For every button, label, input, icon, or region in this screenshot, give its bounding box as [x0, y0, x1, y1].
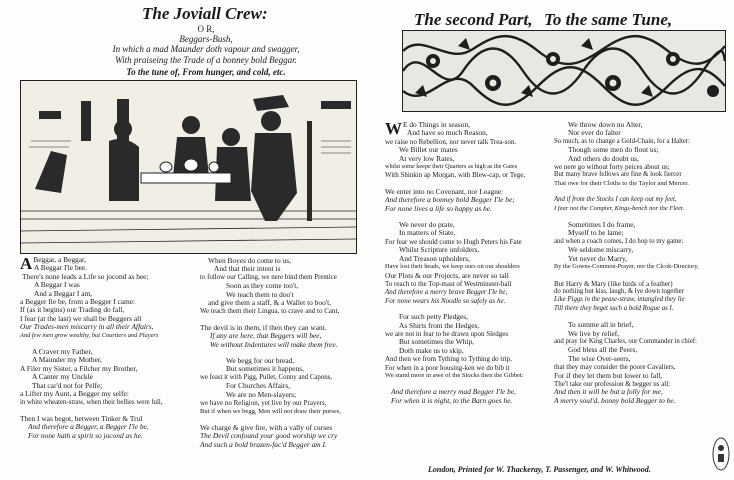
verse-line: Have lost their heads, we keep ours on our shoulders: [385, 263, 520, 271]
verse-line: A merry soul'd, bonny bold Begger to be.: [554, 395, 676, 405]
verse-line: a Lifter my Aunt, a Begger my selfe:: [20, 389, 129, 399]
verse-line: W E do Things in season,: [385, 119, 470, 138]
verse-line: A Beggar I was: [34, 280, 80, 290]
stamp-icon: [712, 436, 730, 472]
verse-line: We teach them to doo't: [226, 289, 294, 299]
verse-line: that they may consider the poore Cavaliers,: [554, 363, 676, 372]
verse-line: I fear (at the last) we shall be Beggers all: [20, 313, 142, 323]
drop-cap: A: [20, 254, 33, 273]
verse-line: The Devil confound your good worship we cry: [200, 431, 338, 441]
verse-line: We stand more in awe of the Stocks then the Gibbet:: [385, 371, 524, 379]
verse-line: Yet never do Marry,: [568, 253, 628, 263]
verse-line: and give them a staff, & a Wallet to boo't,: [208, 298, 331, 308]
verse-line: And therefore a merry brave Begger I'le be,: [385, 288, 508, 297]
title-or: O R,: [197, 24, 215, 34]
verse-line: And that their intent is: [214, 264, 281, 274]
verse-line: Soon as they come too't,: [226, 281, 299, 291]
verse-line: Till there they beget such a bold Rogue as I.: [554, 304, 674, 312]
stanzas-column-1: [20, 256, 198, 440]
verse-line: For when it is night, to the Barn goes he.: [391, 395, 513, 405]
verse-line: and when a coach comes, I do hop to my game:: [554, 237, 684, 245]
verse-line: God bless all the Peers,: [568, 345, 638, 355]
verse-line: If (as it begins) our Trading do fall,: [20, 305, 125, 315]
verse-line: If any are here, that Beggers will bee,: [210, 331, 322, 341]
verse-line: Whilst Scripture unfolders,: [399, 245, 480, 255]
description-line-2: With praiseing the Trade of a bonney bold Beggar.: [115, 55, 297, 65]
verse-line: We without Indentures will make them free.: [210, 339, 338, 349]
verse-line: To reach to the Top-mast of Westminster-hall: [385, 279, 512, 288]
woodcut-illustration: [20, 80, 357, 254]
verse-line: A Canter my Unckle: [32, 372, 93, 382]
verse-line: whilst some keepe their Quarters as high as the Gates: [385, 163, 518, 171]
verse-line: The wise Over-seers,: [568, 353, 631, 363]
verse-line: When Boyes do come to us,: [208, 256, 291, 265]
verse-line: A Filer my Sister, a Filcher my Brother,: [20, 363, 138, 373]
verse-line: But many brave fellows are fine & look fiercer: [554, 171, 682, 179]
verse-line: we feast it with Pigg, Pullet, Conny and Capons,: [200, 373, 332, 381]
verse-line: Then I was begot, between Tinker & Trul: [20, 413, 143, 423]
verse-line: and pray for King Charles, our Commander in chief:: [554, 337, 697, 345]
verse-line: we nere go without forty peices about us;: [554, 163, 670, 172]
verse-line: That car'd not for Pelfe;: [32, 380, 103, 390]
verse-line: Our Plots & our Projects, are never so tall: [385, 270, 509, 280]
verse-line: And then we from Tything to Tything do trip,: [385, 355, 512, 364]
verse-line: we raise no Rebellion, nor never talk Trea-son.: [385, 137, 517, 146]
verse-line: in white wheaten-straw, when their bellies were full,: [20, 398, 163, 406]
verse-line: At very low Rates,: [399, 153, 455, 163]
verse-line: For if they let them but lower to fall,: [554, 370, 663, 380]
verse-line: We never do prate,: [399, 220, 455, 230]
verse-line: For none wears his Noodle so safely as he.: [385, 296, 506, 305]
verse-line: A Beggar, a Beggar,: [20, 254, 87, 273]
verse-line: As Shirts from the Hedges,: [399, 320, 480, 330]
verse-line: And therefore a merry mad Begger I'le be,: [391, 387, 516, 397]
verse-line: And a Beggar I am,: [34, 288, 93, 298]
ballad-title: The Joviall Crew:: [142, 4, 268, 23]
verse-line: But if when we begg, Men will not draw their purses,: [200, 407, 342, 415]
verse-line: Sometimes I do frame,: [568, 220, 636, 230]
verse-line: A Craver my Father,: [32, 347, 93, 357]
verse-line: to follow our Calling, we nere bind them Prentice: [200, 273, 337, 281]
verse-line: Nor ever do falter: [568, 128, 621, 138]
verse-line: And then it will be but a folly for me,: [554, 387, 663, 397]
verse-line: And such a bold brazen-fac'd Begger am I.: [200, 439, 327, 449]
ballad-subtitle: Beggars-Bush,: [179, 34, 233, 44]
verse-line: We Billet our mates: [399, 145, 458, 155]
verse-line: But sometimes the Whip,: [399, 337, 474, 347]
verse-line: But sometimes it happens,: [226, 364, 305, 374]
verse-line: We begg for our bread,: [226, 356, 295, 366]
verse-line: There's none leads a Life so jocond as hee;: [22, 271, 149, 281]
ornamental-band: [402, 30, 726, 112]
verse-line: To summe all in brief,: [568, 320, 634, 330]
verse-line: A Maunder my Mother,: [32, 355, 102, 365]
verse-line: We are no Men-slayers;: [226, 389, 297, 399]
verse-line: But Harry & Mary (like birds of a feather): [554, 279, 673, 288]
verse-line: For fear we should come to Hugh Peters his Fate: [385, 237, 522, 246]
verse-line: we are not in fear to be drawn upon Sledges: [385, 329, 509, 338]
verse-line: Like Piggs in the pease-straw, intangled they lie: [554, 296, 685, 304]
verse-line: For none lives a life so happy as he.: [385, 203, 492, 213]
verse-line: And others do doubt us,: [568, 153, 639, 163]
tune-line: To the tune of, From hunger, and cold, etc.: [126, 67, 286, 77]
verse-line: do nothing but kiss, laugh, & lye down together: [554, 287, 684, 295]
verse-line: And Treason upholders,: [399, 253, 470, 263]
verse-line: A Beggar I'le bee.: [34, 263, 88, 273]
stanzas-column-3: [385, 121, 563, 405]
verse-line: And therefore a bonney bold Begger I'le be;: [385, 195, 515, 205]
verse-line: We enter into no Covenant, nor Leagne:: [385, 186, 504, 196]
verse-line: Myself to be lame;: [568, 228, 624, 238]
verse-line: And if from the Stocks I can keep out my feet,: [554, 196, 677, 204]
verse-line: We teach them their Lingua, to crave and to Cant,: [200, 307, 340, 316]
verse-line: a Begger Ile be, from a Begger I came:: [20, 297, 136, 307]
verse-line: For when in a poor housing-ken we do bib it: [385, 363, 510, 372]
verse-line: Doth make us to skip,: [399, 345, 464, 355]
verse-line: Our Trades-men miscarry in all their Affairs,: [20, 322, 154, 332]
verse-line: That owe for their Cloths to the Taylor and Mercer.: [554, 179, 689, 187]
verse-line: For Churches Affairs,: [226, 381, 291, 391]
verse-line: I fear not the Compter, Kings-bench nor the Fleet.: [554, 204, 685, 212]
verse-line: We seldome miscarry,: [568, 245, 634, 255]
verse-line: So much, as to change a Gold-Chain, for a Halter:: [554, 137, 691, 145]
description-line-1: In which a mad Maunder doth vapour and swagger,: [112, 44, 300, 54]
verse-line: And therefore a Begger, a Begger I'le be,: [28, 422, 149, 432]
verse-line: We charge & give fire, with a vally of curses: [200, 422, 333, 432]
verse-line: By the Gowns-Common-Prayer, nor the Clcok-Directory,: [554, 263, 699, 271]
verse-line: The'l take our profession & begger us all:: [554, 379, 671, 388]
verse-line: And have so much Reason,: [407, 128, 488, 138]
verse-line: The devil is in them, if then they can want.: [200, 322, 327, 332]
verse-line: We throw down no Alter,: [568, 120, 643, 129]
drop-cap: W: [385, 119, 402, 138]
same-tune-title: To the same Tune,: [544, 10, 673, 29]
verse-line: We live by relief,: [568, 328, 620, 338]
library-stamp: [712, 436, 730, 472]
verse-line: Though some men do flout us;: [568, 145, 659, 155]
stanzas-column-2: [200, 257, 365, 449]
stanzas-column-4: [554, 121, 724, 405]
verse-line: In matters of State,: [399, 228, 456, 238]
verse-line: we have no Religion, yet live by our Prayers,: [200, 399, 327, 408]
verse-line: For none hath a spirit so jocond as he.: [28, 430, 143, 440]
verse-line: With Shinkin ap Morgan, with Blew-cap, or Tege,: [385, 171, 526, 180]
verse-line: For such petty Pledges,: [399, 312, 468, 322]
printer-imprint: London, Printed for W. Thackeray, T. Passenger, and W. Whitwood.: [428, 465, 651, 474]
verse-line: And few men grow wealthy, but Courtiers and Players: [20, 331, 159, 339]
floral-ornament-icon: [403, 31, 725, 111]
second-part-title: The second Part,: [414, 10, 533, 29]
tavern-scene-icon: [21, 81, 356, 253]
